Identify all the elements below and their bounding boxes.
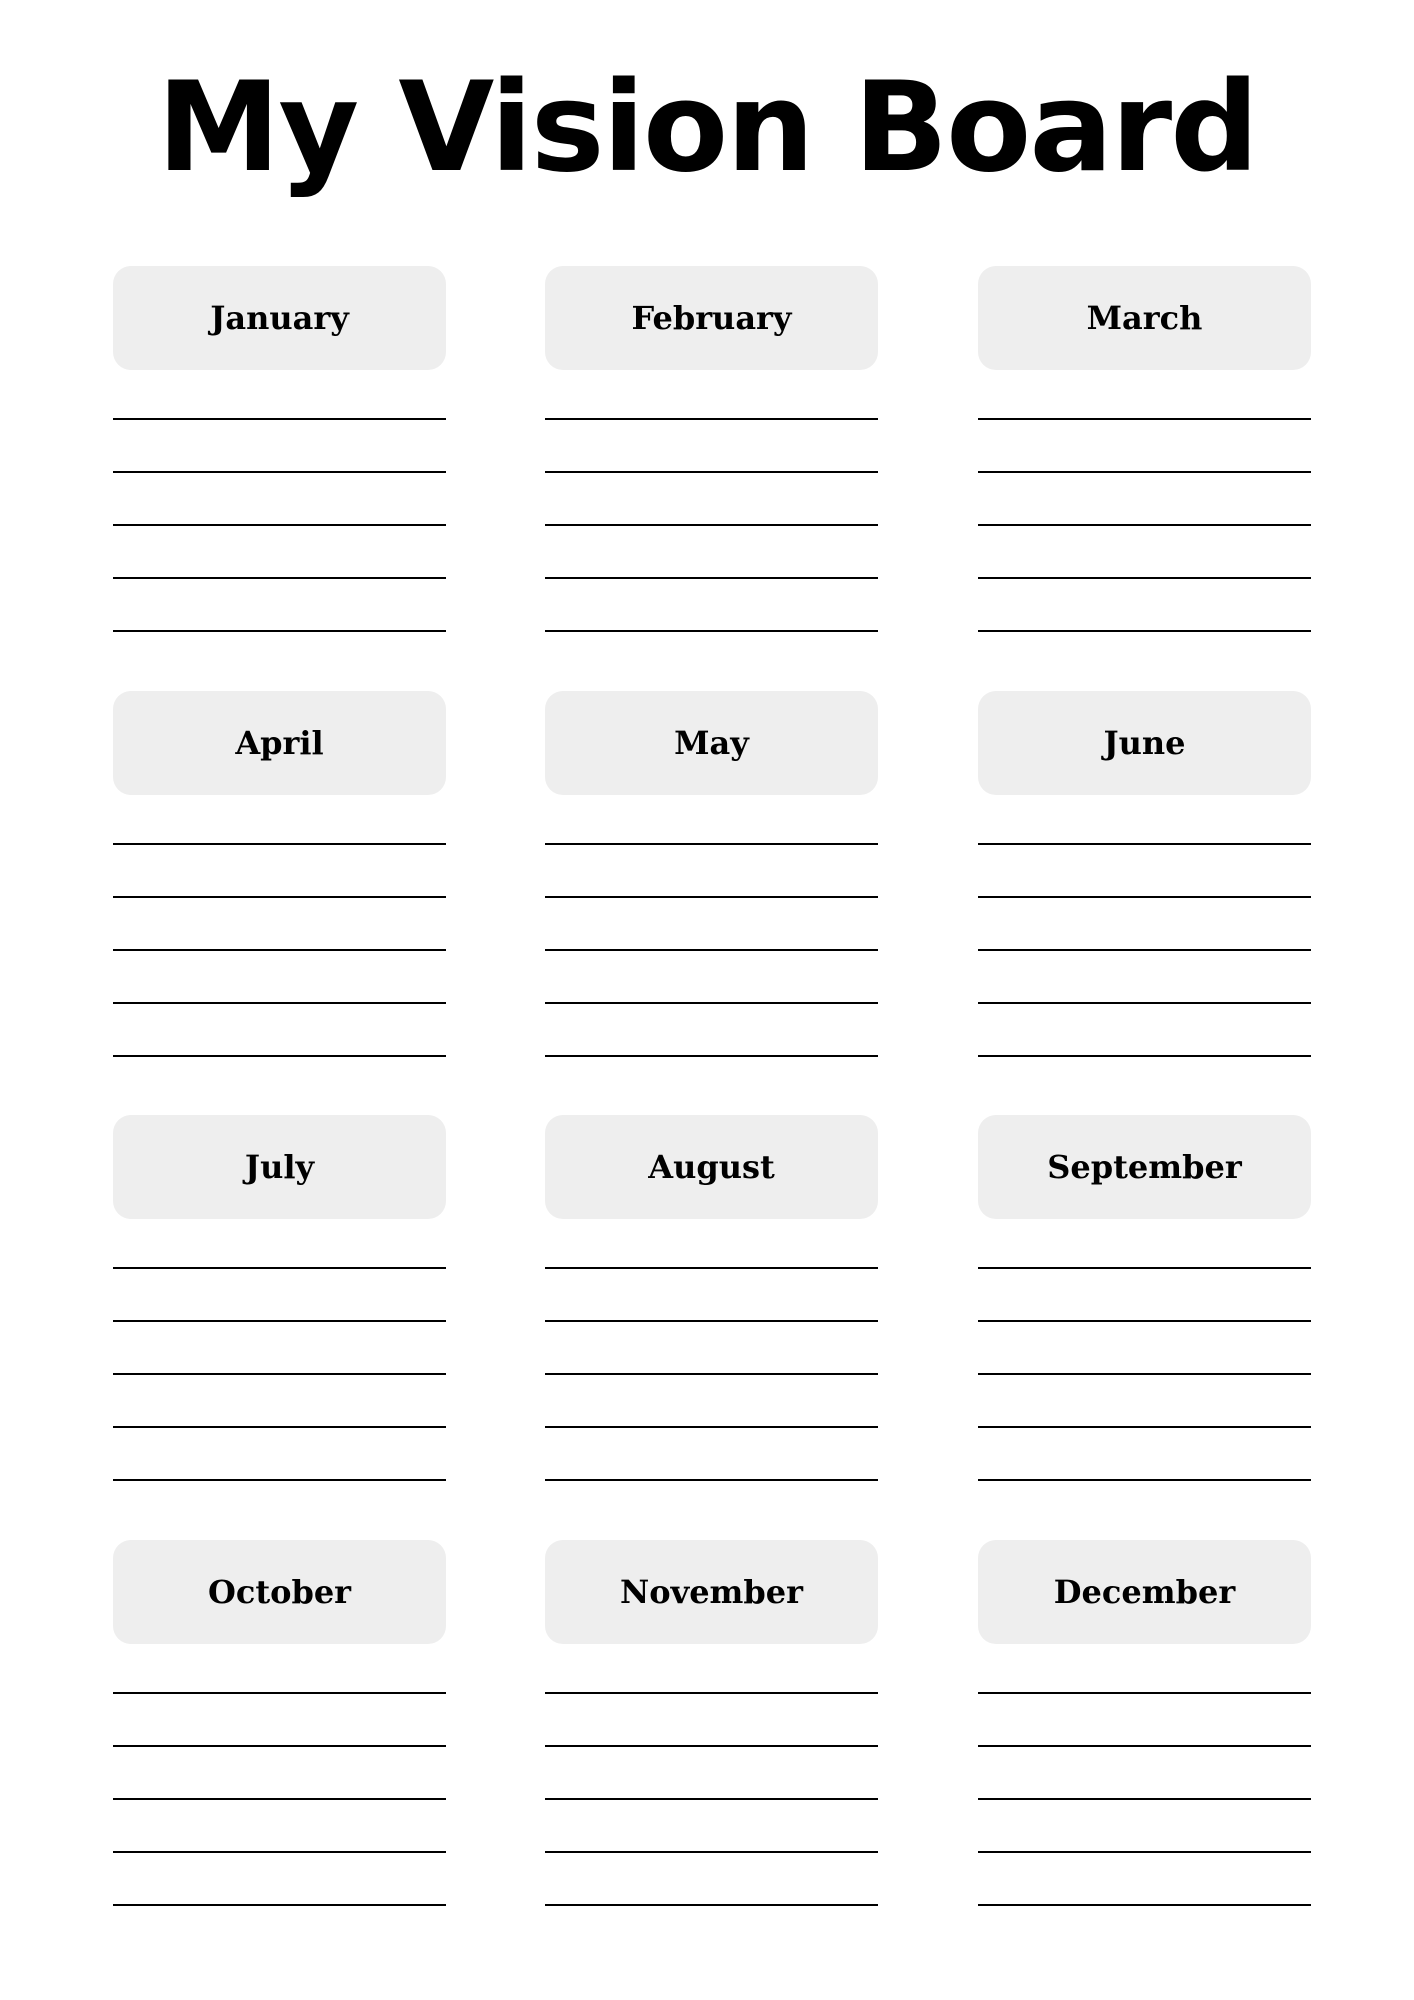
writing-line[interactable]	[545, 471, 878, 473]
writing-line[interactable]	[545, 524, 878, 526]
writing-line[interactable]	[113, 418, 446, 420]
month-label: July	[244, 1148, 315, 1186]
writing-line[interactable]	[545, 949, 878, 951]
writing-line[interactable]	[978, 1479, 1311, 1481]
month-label: March	[1086, 299, 1203, 337]
writing-line[interactable]	[113, 1320, 446, 1322]
writing-line[interactable]	[978, 1320, 1311, 1322]
writing-line[interactable]	[113, 1055, 446, 1057]
writing-line[interactable]	[978, 1904, 1311, 1906]
writing-line[interactable]	[978, 843, 1311, 845]
writing-line[interactable]	[113, 630, 446, 632]
writing-line[interactable]	[978, 896, 1311, 898]
writing-line[interactable]	[113, 1745, 446, 1747]
month-header	[978, 1540, 1311, 1644]
writing-line[interactable]	[978, 630, 1311, 632]
month-label: February	[631, 299, 792, 337]
month-label: June	[1103, 724, 1186, 762]
month-label: April	[235, 724, 324, 762]
writing-line[interactable]	[978, 1745, 1311, 1747]
writing-line[interactable]	[113, 1692, 446, 1694]
month-card-november	[545, 1540, 878, 1644]
writing-line[interactable]	[545, 630, 878, 632]
writing-line[interactable]	[978, 524, 1311, 526]
month-card-may	[545, 691, 878, 795]
writing-line[interactable]	[545, 1002, 878, 1004]
writing-line[interactable]	[545, 1798, 878, 1800]
writing-line[interactable]	[545, 1055, 878, 1057]
writing-line[interactable]	[113, 1798, 446, 1800]
writing-line[interactable]	[545, 1267, 878, 1269]
month-header	[113, 266, 446, 370]
month-card-august	[545, 1115, 878, 1219]
writing-line[interactable]	[978, 1426, 1311, 1428]
writing-line[interactable]	[978, 418, 1311, 420]
writing-line[interactable]	[545, 896, 878, 898]
writing-line[interactable]	[545, 1904, 878, 1906]
month-label: November	[620, 1573, 803, 1611]
month-header	[113, 1540, 446, 1644]
writing-line[interactable]	[545, 843, 878, 845]
writing-line[interactable]	[113, 1904, 446, 1906]
writing-line[interactable]	[978, 1798, 1311, 1800]
month-label: September	[1047, 1148, 1242, 1186]
month-header	[545, 691, 878, 795]
writing-line[interactable]	[978, 471, 1311, 473]
month-card-february	[545, 266, 878, 370]
month-card-april	[113, 691, 446, 795]
writing-line[interactable]	[113, 949, 446, 951]
writing-line[interactable]	[978, 1267, 1311, 1269]
writing-line[interactable]	[545, 1745, 878, 1747]
writing-line[interactable]	[113, 577, 446, 579]
writing-line[interactable]	[545, 1373, 878, 1375]
month-label: October	[207, 1573, 352, 1611]
month-header	[113, 1115, 446, 1219]
month-label: August	[648, 1148, 775, 1186]
writing-line[interactable]	[978, 577, 1311, 579]
month-header	[978, 691, 1311, 795]
writing-line[interactable]	[545, 577, 878, 579]
writing-line[interactable]	[113, 1267, 446, 1269]
month-label: January	[210, 299, 349, 337]
writing-line[interactable]	[545, 1426, 878, 1428]
month-card-january	[113, 266, 446, 370]
month-card-september	[978, 1115, 1311, 1219]
writing-line[interactable]	[978, 1002, 1311, 1004]
writing-line[interactable]	[545, 418, 878, 420]
month-card-march	[978, 266, 1311, 370]
writing-line[interactable]	[113, 843, 446, 845]
month-card-october	[113, 1540, 446, 1644]
writing-line[interactable]	[978, 1851, 1311, 1853]
month-card-december	[978, 1540, 1311, 1644]
month-label: December	[1053, 1573, 1236, 1611]
writing-line[interactable]	[113, 1851, 446, 1853]
writing-line[interactable]	[978, 1055, 1311, 1057]
writing-line[interactable]	[113, 1426, 446, 1428]
month-label: May	[674, 724, 749, 762]
writing-line[interactable]	[545, 1479, 878, 1481]
writing-line[interactable]	[113, 1002, 446, 1004]
writing-line[interactable]	[545, 1320, 878, 1322]
writing-line[interactable]	[978, 949, 1311, 951]
writing-line[interactable]	[113, 471, 446, 473]
writing-line[interactable]	[978, 1692, 1311, 1694]
writing-line[interactable]	[113, 896, 446, 898]
writing-line[interactable]	[545, 1851, 878, 1853]
page-title: My Vision Board	[157, 56, 1257, 200]
writing-line[interactable]	[113, 1373, 446, 1375]
writing-line[interactable]	[545, 1692, 878, 1694]
month-card-july	[113, 1115, 446, 1219]
month-header	[113, 691, 446, 795]
month-header	[978, 1115, 1311, 1219]
month-header	[545, 266, 878, 370]
month-header	[545, 1115, 878, 1219]
writing-line[interactable]	[113, 1479, 446, 1481]
month-header	[545, 1540, 878, 1644]
month-card-june	[978, 691, 1311, 795]
writing-line[interactable]	[978, 1373, 1311, 1375]
writing-line[interactable]	[113, 524, 446, 526]
month-header	[978, 266, 1311, 370]
